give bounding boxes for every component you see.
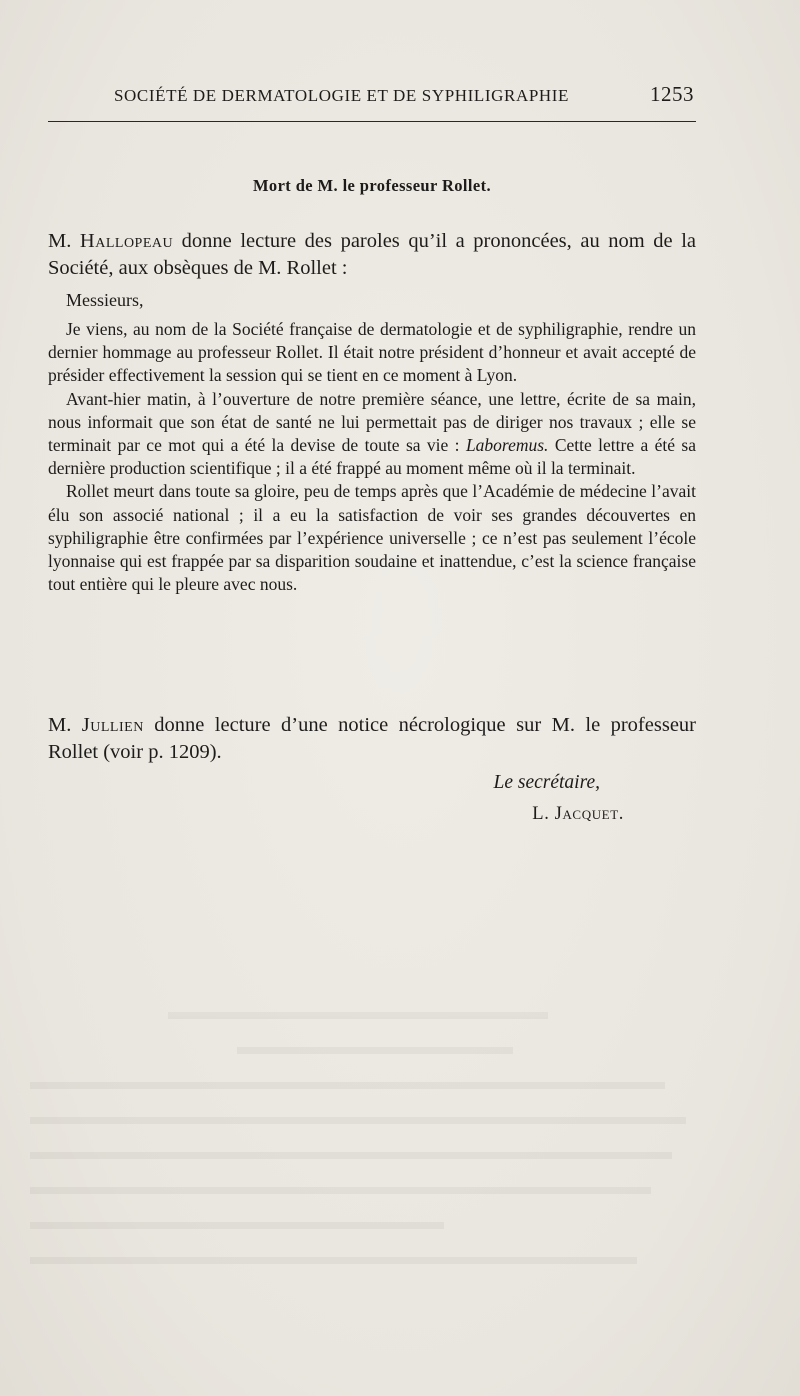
signature-role: Le secrétaire, [493,772,600,793]
motto: Laboremus. [465,435,549,456]
jullien-name: Jullien [81,714,144,736]
jullien-text: donne lecture d’une notice nécrologique sur M. le professeur Rollet (voir p. 1209). [48,714,696,763]
salutation: Messieurs, [66,290,144,310]
running-head [48,82,696,112]
section-title: Mort de M. le professeur Rollet. [252,176,492,195]
show-through-texture [30,990,720,1290]
speech-p2-after: Cette lettre a été sa dernière production scientifique ; il a été frappé au moment même où il la terminait. [48,435,696,479]
lead-prefix: M. [48,230,80,252]
signature-name: L. Jacquet. [532,804,624,824]
speech-p2-before: Avant-hier matin, à l’ouverture de notre première séance, une lettre, écrite de sa main, nous informait que son état de santé ne lui permettait pas de diriger nos travaux ; elle se terminait par ce mot qui a été la devise de toute sa vie : [48,388,696,456]
speech-paragraph-3: Rollet meurt dans toute sa gloire, peu de temps après que l’Académie de médecine l’avait élu son associé national ; il a eu la satisfaction de voir ses grandes découvertes en syphiligraphie être confirmées par l’expérience universelle ; ce n’est pas seulement l’école lyonnaise qui est frappée par sa disparition soudaine et inattendue, c’est la science française tout entière qui le pleure avec nous. [48,481,696,595]
page-number: 1253 [650,82,694,106]
jullien-prefix: M. [48,714,82,736]
speech-paragraph-2 [48,388,696,481]
speech-paragraph-1: Je viens, au nom de la Société française de dermatologie et de syphiligraphie, rendre un dernier hommage au professeur Rollet. Il était notre président d’honneur et avait accepté de présider effectivement la session qui se tient en ce moment à Lyon. [48,319,696,386]
lead-text: donne lecture des paroles qu’il a prononcées, au nom de la Société, aux obsèques de M. Rollet : [48,230,696,279]
header-rule [48,121,696,122]
jullien-paragraph [48,712,696,766]
lead-paragraph [48,228,696,282]
speaker-name: Hallopeau [79,230,174,252]
speech-body [48,318,696,596]
running-title: SOCIÉTÉ DE DERMATOLOGIE ET DE SYPHILIGRAPHIE [114,86,570,105]
